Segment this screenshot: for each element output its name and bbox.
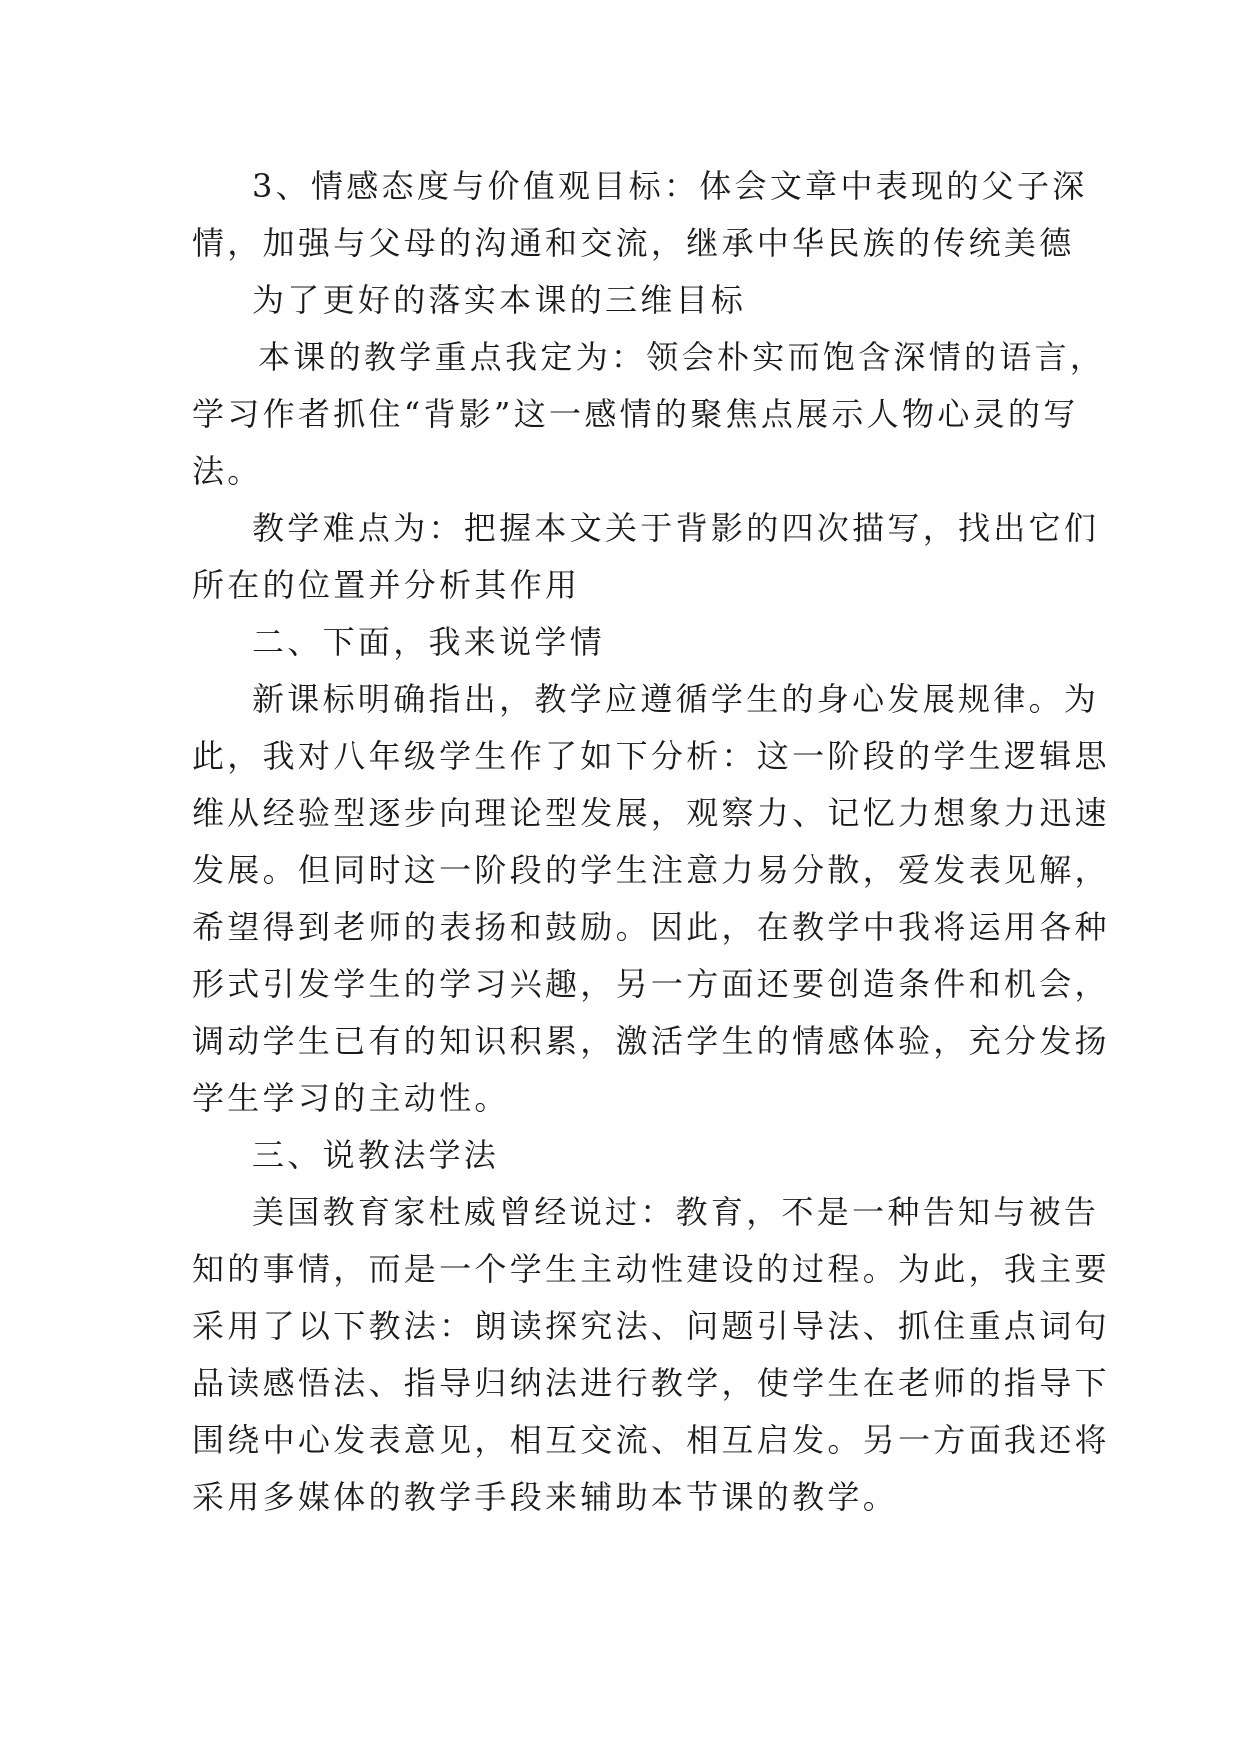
paragraph-line: 所在的位置并分析其作用 (192, 566, 581, 604)
paragraph-line: 学生学习的主动性。 (192, 1079, 510, 1117)
paragraph-line: 采用多媒体的教学手段来辅助本节课的教学。 (192, 1478, 899, 1516)
paragraph-line: 调动学生已有的知识积累，激活学生的情感体验，充分发扬 (192, 1022, 1110, 1060)
paragraph-line: 情，加强与父母的沟通和交流，继承中华民族的传统美德 (192, 224, 1075, 262)
paragraph-line: 本课的教学重点我定为：领会朴实而饱含深情的语言， (258, 338, 1106, 376)
paragraph-line: 3、情感态度与价值观目标：体会文章中表现的父子深 (252, 167, 1088, 205)
paragraph-line: 法。 (192, 452, 263, 490)
paragraph-line: 学习作者抓住“背影”这一感情的聚焦点展示人物心灵的写 (192, 395, 1079, 433)
paragraph-line: 维从经验型逐步向理论型发展，观察力、记忆力想象力迅速 (192, 794, 1110, 832)
paragraph-line: 知的事情，而是一个学生主动性建设的过程。为此，我主要 (192, 1250, 1110, 1288)
section-heading: 三、说教法学法 (252, 1136, 500, 1174)
section-heading: 二、下面，我来说学情 (252, 623, 606, 661)
paragraph-line: 发展。但同时这一阶段的学生注意力易分散，爱发表见解， (192, 851, 1110, 889)
paragraph-line: 品读感悟法、指导归纳法进行教学，使学生在老师的指导下 (192, 1364, 1110, 1402)
paragraph-line: 此，我对八年级学生作了如下分析：这一阶段的学生逻辑思 (192, 737, 1110, 775)
paragraph-line: 美国教育家杜威曾经说过：教育，不是一种告知与被告 (252, 1193, 1100, 1231)
paragraph-line: 新课标明确指出，教学应遵循学生的身心发展规律。为 (252, 680, 1100, 718)
paragraph-line: 采用了以下教法：朗读探究法、问题引导法、抓住重点词句 (192, 1307, 1110, 1345)
paragraph-line: 希望得到老师的表扬和鼓励。因此，在教学中我将运用各种 (192, 908, 1110, 946)
body-text (192, 158, 1110, 1526)
paragraph-line: 形式引发学生的学习兴趣，另一方面还要创造条件和机会， (192, 965, 1110, 1003)
paragraph-line: 围绕中心发表意见，相互交流、相互启发。另一方面我还将 (192, 1421, 1110, 1459)
paragraph-line: 为了更好的落实本课的三维目标 (252, 281, 747, 319)
paragraph-line: 教学难点为：把握本文关于背影的四次描写，找出它们 (252, 509, 1100, 547)
